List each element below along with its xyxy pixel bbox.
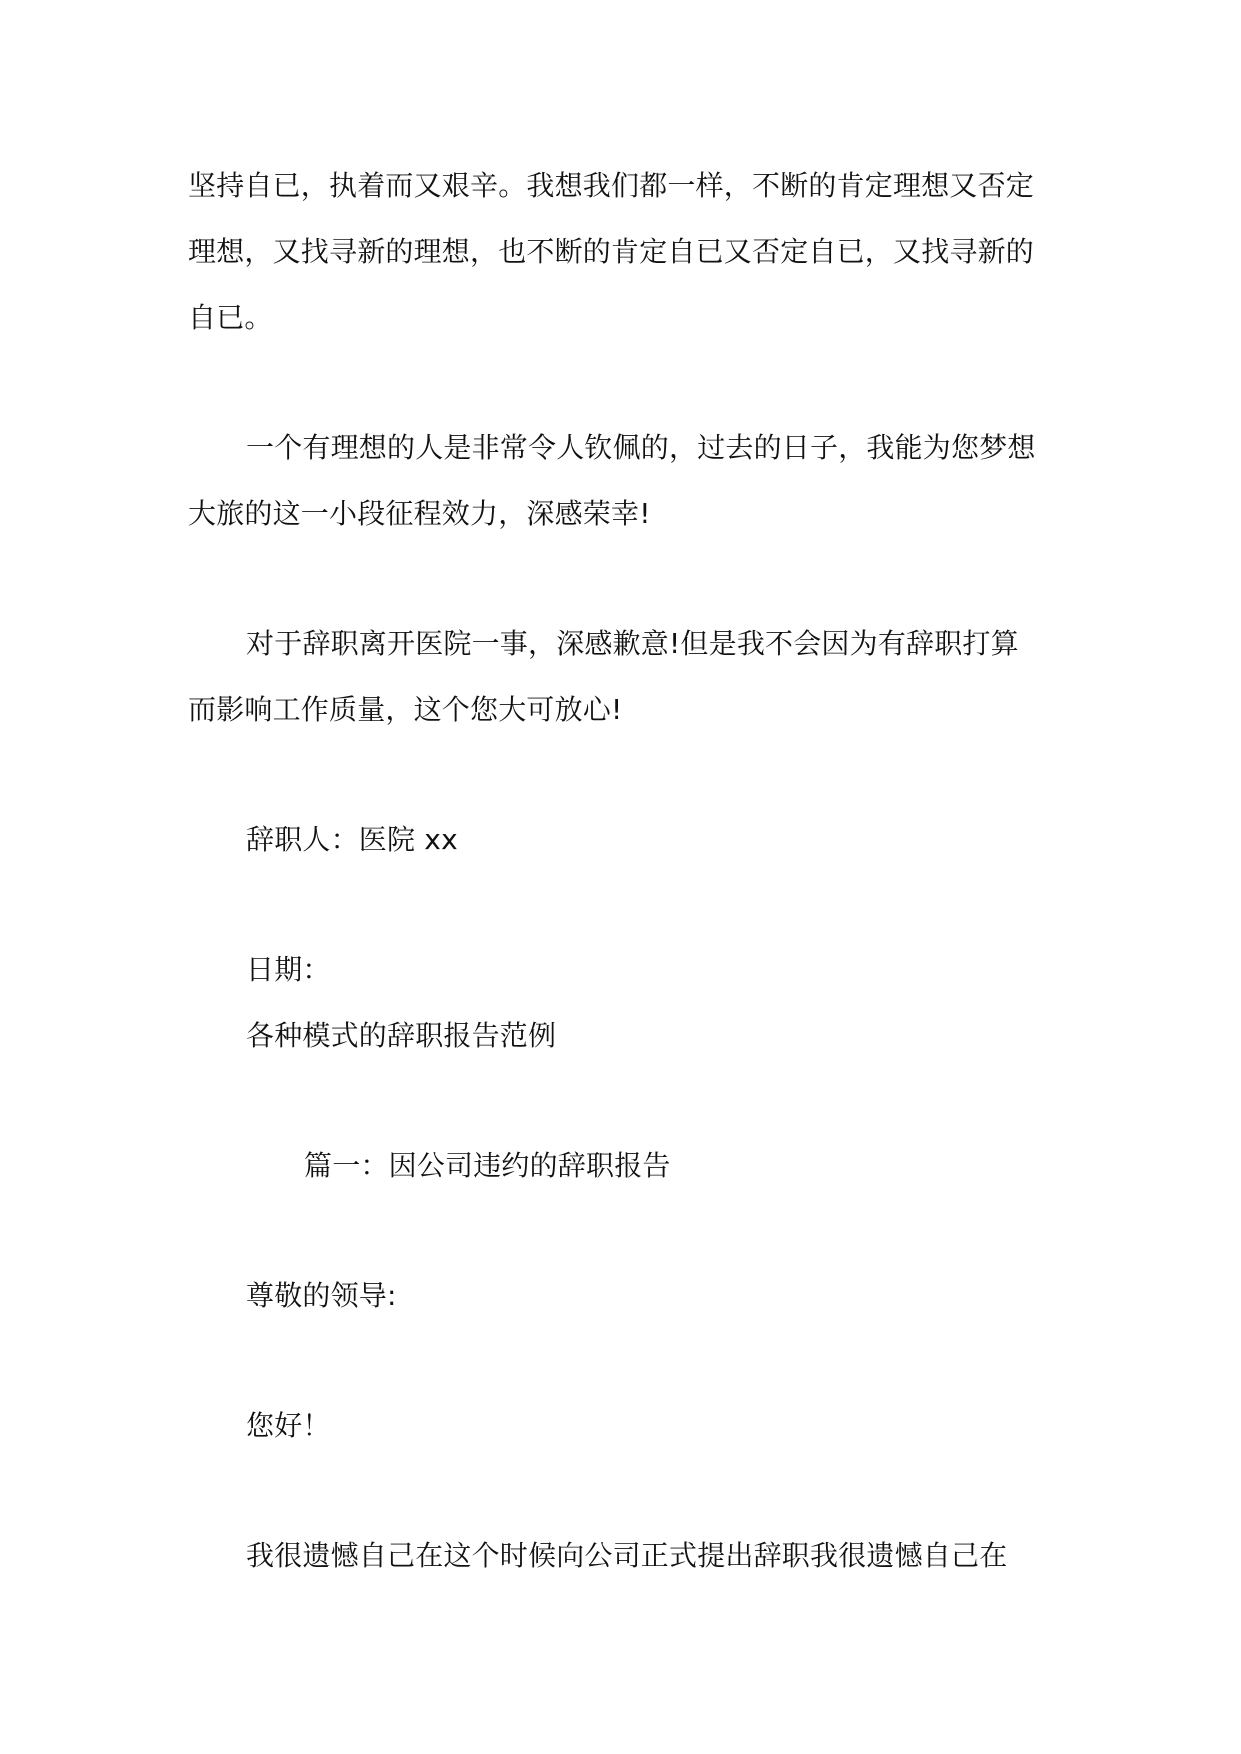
date-line: 日期： — [246, 953, 331, 986]
paragraph-line: 对于辞职离开医院一事，深感歉意!但是我不会因为有辞职打算 — [246, 627, 1019, 660]
greeting: 您好！ — [246, 1409, 331, 1442]
paragraph-line: 大旅的这一小段征程效力，深感荣幸! — [188, 497, 651, 530]
paragraph-line: 自已。 — [188, 301, 273, 334]
section-title: 各种模式的辞职报告范例 — [246, 1019, 557, 1052]
paragraph-line: 一个有理想的人是非常令人钦佩的，过去的日子，我能为您梦想 — [246, 431, 1036, 464]
chapter-heading: 篇一：因公司违约的辞职报告 — [304, 1149, 671, 1182]
paragraph-line: 理想，又找寻新的理想，也不断的肯定自已又否定自已，又找寻新的 — [188, 235, 1035, 268]
paragraph-line: 我很遗憾自己在这个时候向公司正式提出辞职我很遗憾自己在 — [246, 1539, 1008, 1572]
paragraph-line: 而影响工作质量，这个您大可放心! — [188, 693, 623, 726]
salutation: 尊敬的领导: — [246, 1279, 397, 1312]
paragraph-line: 坚持自已，执着而又艰辛。我想我们都一样，不断的肯定理想又否定 — [188, 169, 1035, 202]
signature-line: 辞职人：医院 xx — [246, 823, 458, 856]
